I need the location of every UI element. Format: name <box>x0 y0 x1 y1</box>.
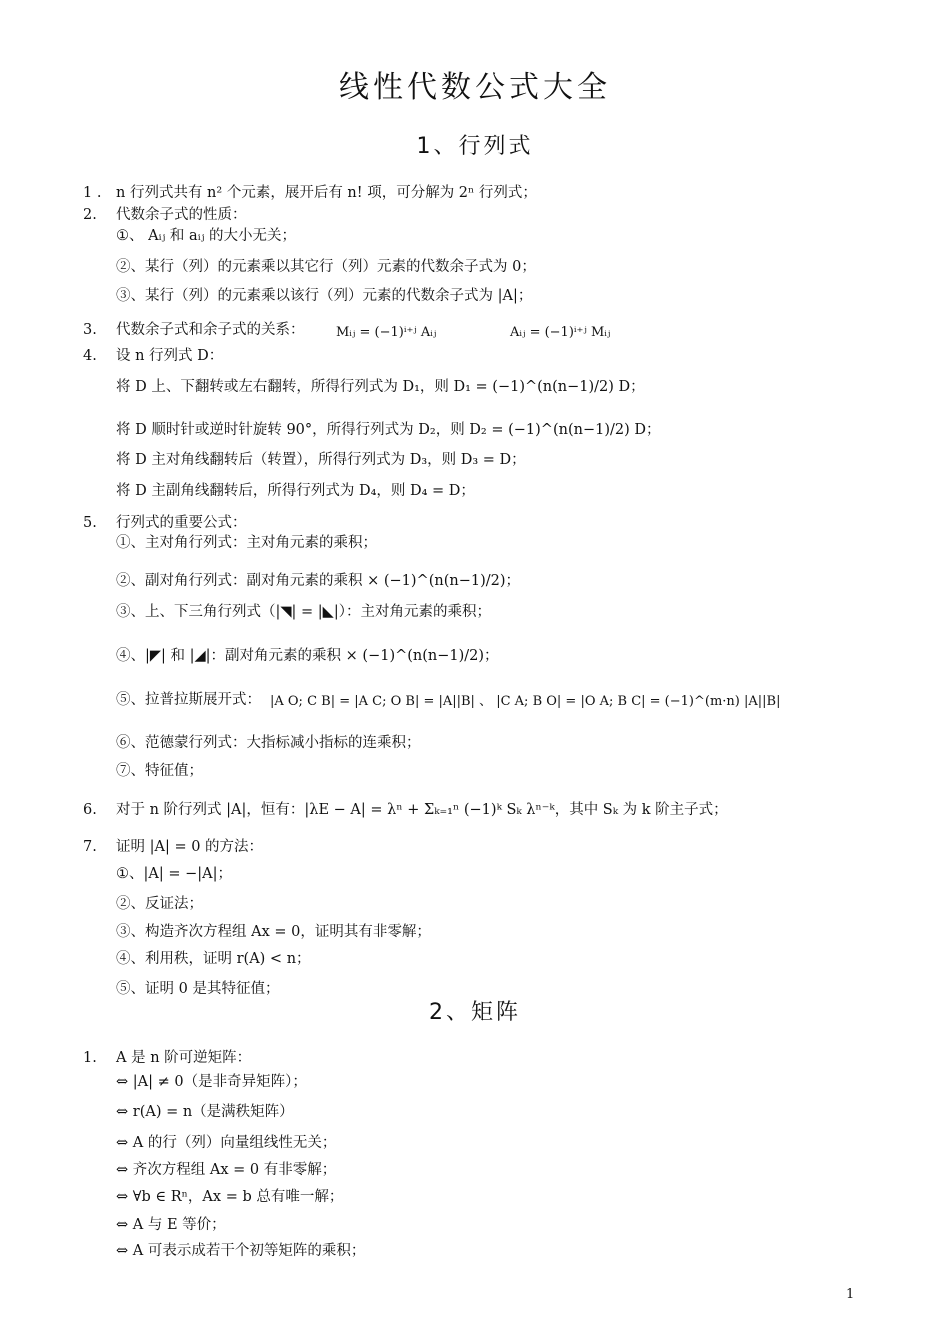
sub-item: ③、某行（列）的元素乘以该行（列）元素的代数余子式为 |A|； <box>116 288 533 304</box>
sub-item: 将 D 顺时针或逆时针旋转 90°，所得行列式为 D₂，则 D₂ = (−1)^(n(n−1)/2) D； <box>116 422 661 438</box>
item-number: 6. <box>83 802 97 818</box>
item-text: 设 n 行列式 D： <box>116 348 224 364</box>
section-heading-matrix: 2、矩阵 <box>429 1000 521 1025</box>
sub-item: ④、|◤| 和 |◢|：副对角元素的乘积 × (−1)^(n(n−1)/2)； <box>116 648 499 664</box>
laplace-formula: |A O; C B| = |A C; O B| = |A||B| 、 |C A; B O| = |O A; B C| = (−1)^(m·n) |A||B| <box>270 694 781 709</box>
sub-item: ③、上、下三角行列式（|◥| = |◣|）：主对角元素的乘积； <box>116 604 491 620</box>
sub-item: ②、某行（列）的元素乘以其它行（列）元素的代数余子式为 0； <box>116 259 536 275</box>
sub-item: 将 D 主对角线翻转后（转置），所得行列式为 D₃，则 D₃ = D； <box>116 452 526 468</box>
item-text: A 是 n 阶可逆矩阵： <box>116 1050 252 1066</box>
equivalence-item: ⇔ A 的行（列）向量组线性无关； <box>116 1135 337 1151</box>
sub-item: ①、 Aᵢⱼ 和 aᵢⱼ 的大小无关； <box>116 228 297 244</box>
sub-item: ①、|A| = −|A|； <box>116 866 232 882</box>
sub-item: 将 D 主副角线翻转后，所得行列式为 D₄，则 D₄ = D； <box>116 483 475 499</box>
item-number: 1. <box>83 1050 97 1066</box>
equivalence-item: ⇔ A 可表示成若干个初等矩阵的乘积； <box>116 1243 366 1259</box>
sub-item: 将 D 上、下翻转或左右翻转，所得行列式为 D₁，则 D₁ = (−1)^(n(n−1)/2) D； <box>116 379 645 395</box>
equivalence-item: ⇔ ∀b ∈ Rⁿ，Ax = b 总有唯一解； <box>116 1189 344 1205</box>
item-number: 1 . <box>83 185 102 201</box>
item-text: 行列式的重要公式： <box>116 515 247 531</box>
sub-item: ②、副对角行列式：副对角元素的乘积 × (−1)^(n(n−1)/2)； <box>116 573 520 589</box>
item-text: 代数余子式的性质： <box>116 207 247 223</box>
sub-item: ②、反证法； <box>116 896 203 912</box>
equivalence-item: ⇔ 齐次方程组 Ax = 0 有非零解； <box>116 1162 337 1178</box>
sub-item: ⑦、特征值； <box>116 763 203 779</box>
formula: Aᵢⱼ = (−1)ⁱ⁺ʲ Mᵢⱼ <box>510 325 611 340</box>
item-text: 证明 |A| = 0 的方法： <box>116 839 264 855</box>
item-text: n 行列式共有 n² 个元素，展开后有 n! 项，可分解为 2ⁿ 行列式； <box>116 185 537 201</box>
sub-item: ④、利用秩，证明 r(A) < n； <box>116 951 311 967</box>
item-text: 对于 n 阶行列式 |A|，恒有：|λE − A| = λⁿ + Σₖ₌₁ⁿ (−1)ᵏ Sₖ λⁿ⁻ᵏ，其中 Sₖ 为 k 阶主子式； <box>116 802 728 818</box>
sub-item: ⑥、范德蒙行列式：大指标减小指标的连乘积； <box>116 735 421 751</box>
sub-item: ⑤、拉普拉斯展开式： <box>116 692 261 708</box>
document-title: 线性代数公式大全 <box>339 70 611 105</box>
equivalence-item: ⇔ |A| ≠ 0（是非奇异矩阵）； <box>116 1074 307 1090</box>
item-number: 5. <box>83 515 97 531</box>
sub-item: ⑤、证明 0 是其特征值； <box>116 981 280 997</box>
sub-item: ③、构造齐次方程组 Ax = 0，证明其有非零解； <box>116 924 431 940</box>
item-number: 2. <box>83 207 97 223</box>
item-number: 7. <box>83 839 97 855</box>
equivalence-item: ⇔ r(A) = n（是满秩矩阵） <box>116 1104 294 1120</box>
item-text: 代数余子式和余子式的关系： <box>116 322 305 338</box>
sub-item: ①、主对角行列式：主对角元素的乘积； <box>116 535 377 551</box>
formula: Mᵢⱼ = (−1)ⁱ⁺ʲ Aᵢⱼ <box>336 325 437 340</box>
section-heading-determinant: 1、行列式 <box>416 134 534 159</box>
equivalence-item: ⇔ A 与 E 等价； <box>116 1217 226 1233</box>
item-number: 4. <box>83 348 97 364</box>
item-number: 3. <box>83 322 97 338</box>
page-number: 1 <box>846 1287 855 1302</box>
